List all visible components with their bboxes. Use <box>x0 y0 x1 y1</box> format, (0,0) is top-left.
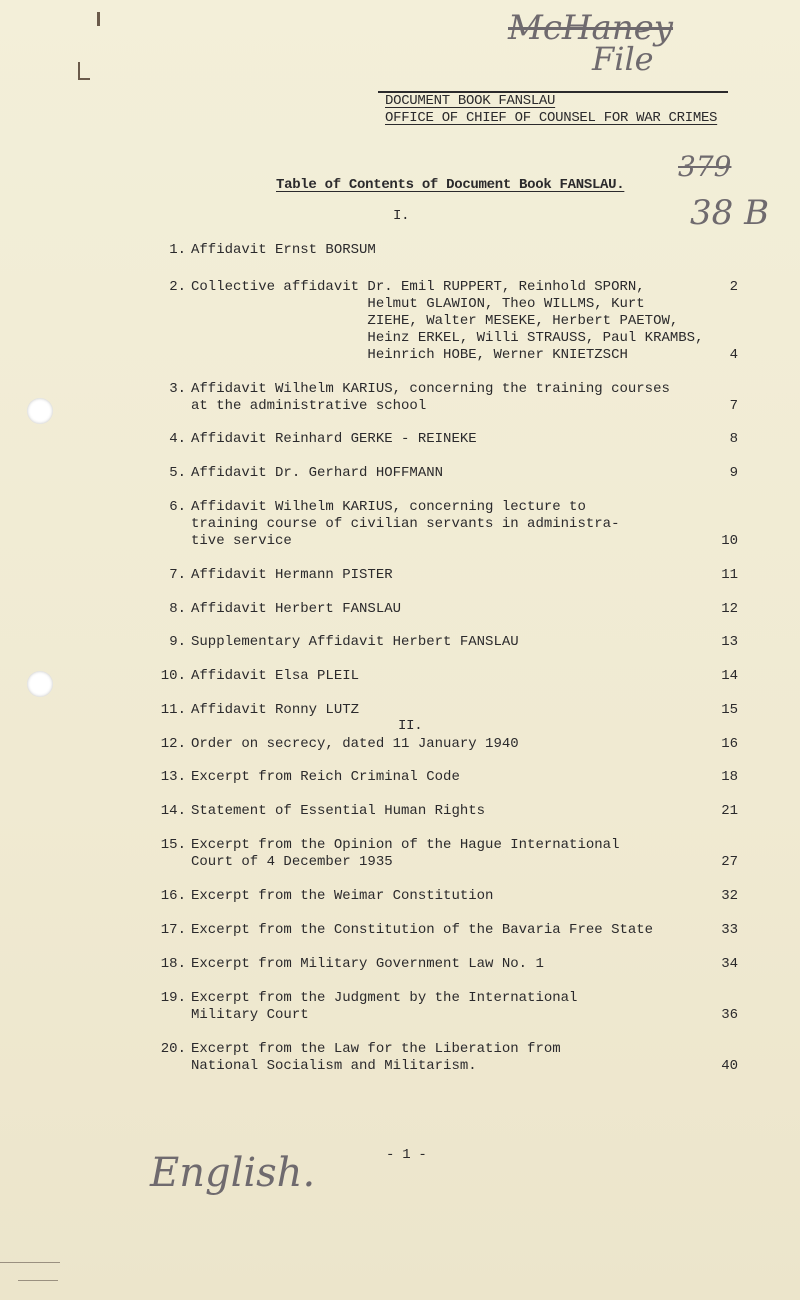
toc-entry-title: Affidavit Wilhelm KARIUS, concerning lecture to <box>191 499 586 515</box>
toc-entry-title: Statement of Essential Human Rights <box>191 803 486 819</box>
toc-entry-number: 6. <box>169 499 186 515</box>
toc-entry-number: 9. <box>169 634 186 650</box>
toc-entry-number: 5. <box>169 465 186 481</box>
toc-entry-title: Excerpt from Reich Criminal Code <box>191 769 460 785</box>
toc-entry-title: Affidavit Herbert FANSLAU <box>191 601 402 617</box>
toc-entry-number: 12. <box>160 736 186 752</box>
toc-entry-page: 4 <box>729 347 738 363</box>
toc-entry-title: training course of civilian servants in administra- <box>191 516 620 532</box>
toc-entry-title: Affidavit Ernst BORSUM <box>191 242 376 258</box>
toc-entry-number: 3. <box>169 381 186 397</box>
toc-entry-title: Affidavit Elsa PLEIL <box>191 668 360 684</box>
toc-entry-title: Affidavit Ronny LUTZ <box>191 702 360 718</box>
toc-entry-number: 18. <box>160 956 186 972</box>
handwritten-page-ref-new: 38 B <box>690 193 770 233</box>
handwritten-name-struck: McHaney <box>508 8 674 48</box>
handwritten-file-note: File <box>592 40 654 78</box>
toc-entry-page: 18 <box>721 769 738 785</box>
handwritten-page-ref-old: 379 <box>678 150 732 183</box>
section-heading-ii: II. <box>398 718 423 734</box>
toc-entry-title: Excerpt from the Judgment by the International <box>191 990 578 1006</box>
toc-entry-page: 9 <box>729 465 738 481</box>
toc-entry-number: 14. <box>160 803 186 819</box>
toc-entry-title: Order on secrecy, dated 11 January 1940 <box>191 736 519 752</box>
page-number: - 1 - <box>386 1147 427 1163</box>
toc-entry-title: Heinz ERKEL, Willi STRAUSS, Paul KRAMBS, <box>191 330 704 346</box>
toc-entry-title: at the administrative school <box>191 398 427 414</box>
toc-entry-page: 14 <box>721 668 738 684</box>
toc-entry-page: 40 <box>721 1058 738 1074</box>
toc-entry-page: 13 <box>721 634 738 650</box>
toc-entry-number: 15. <box>160 837 186 853</box>
toc-entry-page: 36 <box>721 1007 738 1023</box>
toc-entry-page: 12 <box>721 601 738 617</box>
toc-entry-number: 8. <box>169 601 186 617</box>
margin-mark <box>78 78 90 80</box>
toc-entry-number: 2. <box>169 279 186 295</box>
toc-entry-title: Excerpt from the Constitution of the Bavaria Free State <box>191 922 654 938</box>
toc-entry-page: 34 <box>721 956 738 972</box>
toc-entry-title: Excerpt from Military Government Law No. 1 <box>191 956 544 972</box>
toc-entry-title: Excerpt from the Opinion of the Hague International <box>191 837 620 853</box>
punch-hole-top <box>27 398 53 424</box>
section-heading-i: I. <box>393 208 410 224</box>
margin-mark <box>97 12 100 26</box>
toc-entry-page: 15 <box>721 702 738 718</box>
toc-entry-number: 19. <box>160 990 186 1006</box>
toc-entry-title: Affidavit Hermann PISTER <box>191 567 393 583</box>
toc-entry-number: 13. <box>160 769 186 785</box>
toc-entry-page: 10 <box>721 533 738 549</box>
toc-entry-page: 33 <box>721 922 738 938</box>
toc-entry-page: 11 <box>721 567 738 583</box>
toc-entry-number: 10. <box>160 668 186 684</box>
header-office: OFFICE OF CHIEF OF COUNSEL FOR WAR CRIMES <box>385 110 718 126</box>
toc-entry-number: 7. <box>169 567 186 583</box>
toc-entry-page: 2 <box>729 279 738 295</box>
toc-entry-page: 8 <box>729 431 738 447</box>
toc-entry-title: Collective affidavit Dr. Emil RUPPERT, Reinhold SPORN, <box>191 279 645 295</box>
toc-entry-title: Military Court <box>191 1007 309 1023</box>
toc-entry-page: 16 <box>721 736 738 752</box>
toc-entry-title: Excerpt from the Weimar Constitution <box>191 888 494 904</box>
toc-entry-title: tive service <box>191 533 292 549</box>
toc-entry-title: Affidavit Dr. Gerhard HOFFMANN <box>191 465 444 481</box>
toc-entry-title: Supplementary Affidavit Herbert FANSLAU <box>191 634 519 650</box>
toc-title: Table of Contents of Document Book FANSLAU. <box>276 177 625 193</box>
toc-entry-page: 27 <box>721 854 738 870</box>
header-document-book: DOCUMENT BOOK FANSLAU <box>385 93 556 109</box>
toc-entry-title: Heinrich HOBE, Werner KNIETZSCH <box>191 347 628 363</box>
toc-entry-number: 4. <box>169 431 186 447</box>
toc-entry-number: 16. <box>160 888 186 904</box>
toc-entry-number: 11. <box>160 702 186 718</box>
toc-entry-title: Affidavit Wilhelm KARIUS, concerning the training courses <box>191 381 670 397</box>
toc-entry-title: Helmut GLAWION, Theo WILLMS, Kurt <box>191 296 645 312</box>
toc-entry-page: 32 <box>721 888 738 904</box>
toc-entry-number: 17. <box>160 922 186 938</box>
handwritten-language-note: English. <box>150 1150 316 1196</box>
toc-entry-title: ZIEHE, Walter MESEKE, Herbert PAETOW, <box>191 313 679 329</box>
toc-entry-page: 7 <box>729 398 738 414</box>
toc-entry-title: Affidavit Reinhard GERKE - REINEKE <box>191 431 477 447</box>
toc-entry-title: National Socialism and Militarism. <box>191 1058 477 1074</box>
toc-entry-page: 21 <box>721 803 738 819</box>
toc-entry-title: Excerpt from the Law for the Liberation from <box>191 1041 561 1057</box>
toc-entry-number: 1. <box>169 242 186 258</box>
toc-entry-title: Court of 4 December 1935 <box>191 854 393 870</box>
toc-entry-number: 20. <box>160 1041 186 1057</box>
margin-mark <box>0 1262 60 1263</box>
punch-hole-bottom <box>27 671 53 697</box>
margin-mark <box>18 1280 58 1281</box>
